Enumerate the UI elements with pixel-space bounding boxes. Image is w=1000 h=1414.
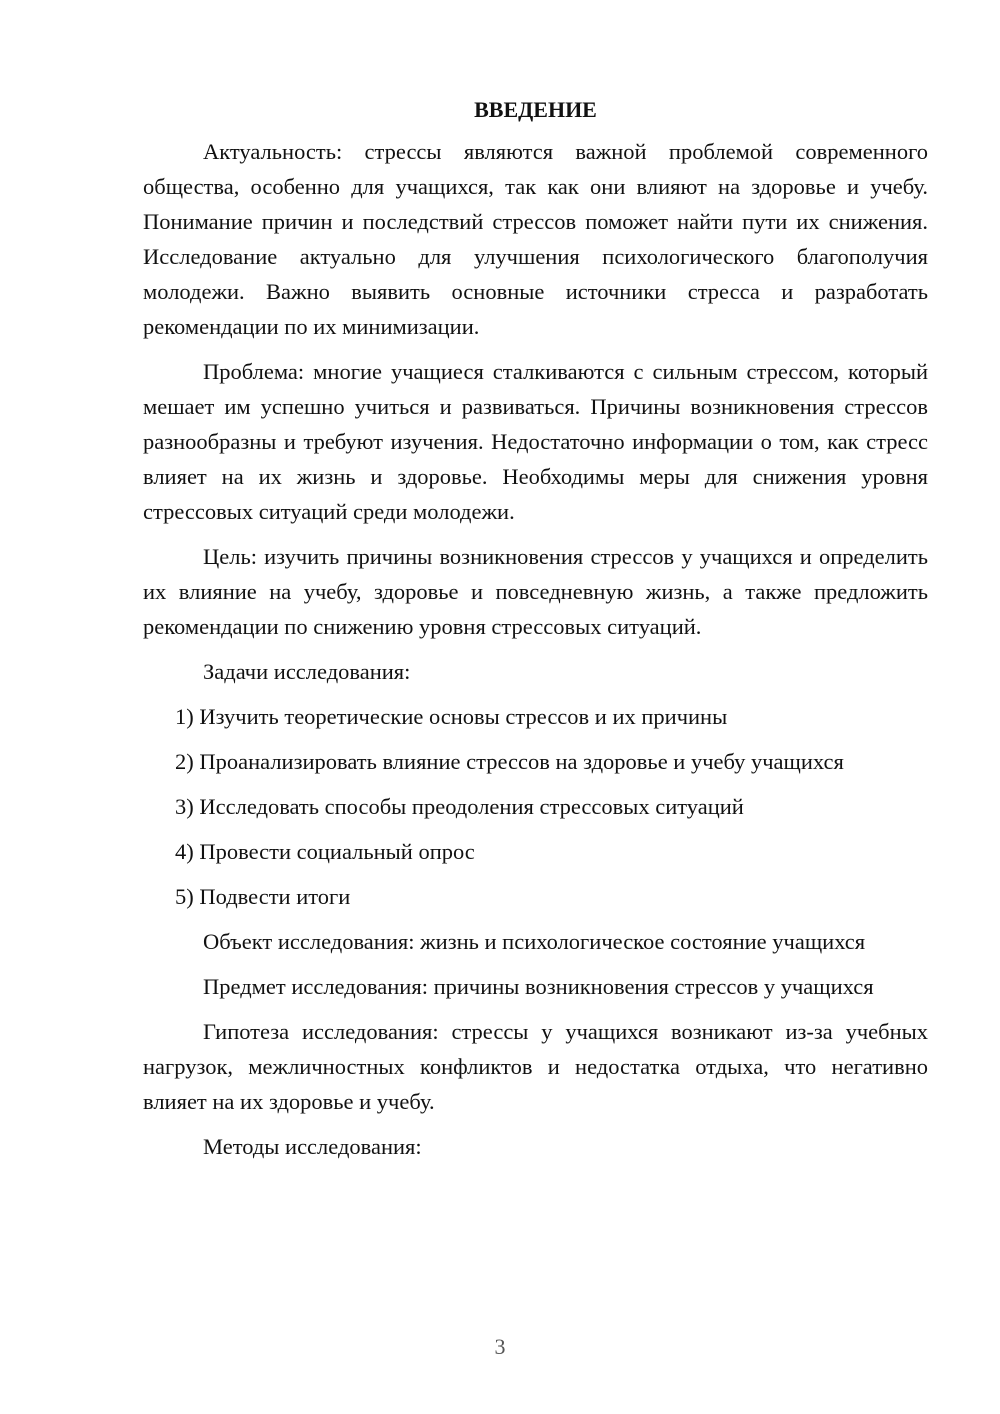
task-item: 1) Изучить теоретические основы стрессов и их причины (175, 704, 728, 729)
problem-paragraph: Проблема: многие учащиеся сталкиваются с сильным стрессом, который мешает им успешно учиться и развиваться. Причины возникновения стрессов разнообразны и требуют изучения. Недостаточно информации о том, как стресс влияет на их жизнь и здоровье. Необходимы меры для снижения уровня стрессовых ситуаций среди молодежи. (143, 359, 928, 524)
tasks-heading: Задачи исследования: (203, 659, 411, 684)
task-item: 2) Проанализировать влияние стрессов на здоровье и учебу учащихся (175, 749, 844, 774)
relevance-paragraph: Актуальность: стрессы являются важной проблемой современного общества, особенно для учащихся, так как они влияют на здоровье и учебу. Понимание причин и последствий стрессов поможет найти пути их снижения. Исследование актуально для улучшения психологического благополучия молодежи. Важно выявить основные источники стресса и разработать рекомендации по их минимизации. (143, 139, 928, 339)
task-item: 5) Подвести итоги (175, 884, 351, 909)
object-paragraph: Объект исследования: жизнь и психологическое состояние учащихся (203, 929, 866, 954)
hypothesis-paragraph: Гипотеза исследования: стрессы у учащихся возникают из-за учебных нагрузок, межличностных конфликтов и недостатка отдыха, что негативно влияет на их здоровье и учебу. (143, 1019, 928, 1114)
page-title: ВВЕДЕНИЕ (474, 97, 597, 122)
goal-paragraph: Цель: изучить причины возникновения стрессов у учащихся и определить их влияние на учебу, здоровье и повседневную жизнь, а также предложить рекомендации по снижению уровня стрессовых ситуаций. (143, 544, 928, 639)
page-number: 3 (494, 1334, 506, 1359)
document-page (143, 92, 928, 1174)
subject-paragraph: Предмет исследования: причины возникновения стрессов у учащихся (203, 974, 874, 999)
methods-heading: Методы исследования: (203, 1134, 422, 1159)
tasks-list (143, 699, 928, 914)
task-item: 3) Исследовать способы преодоления стрессовых ситуаций (175, 794, 744, 819)
task-item: 4) Провести социальный опрос (175, 839, 475, 864)
